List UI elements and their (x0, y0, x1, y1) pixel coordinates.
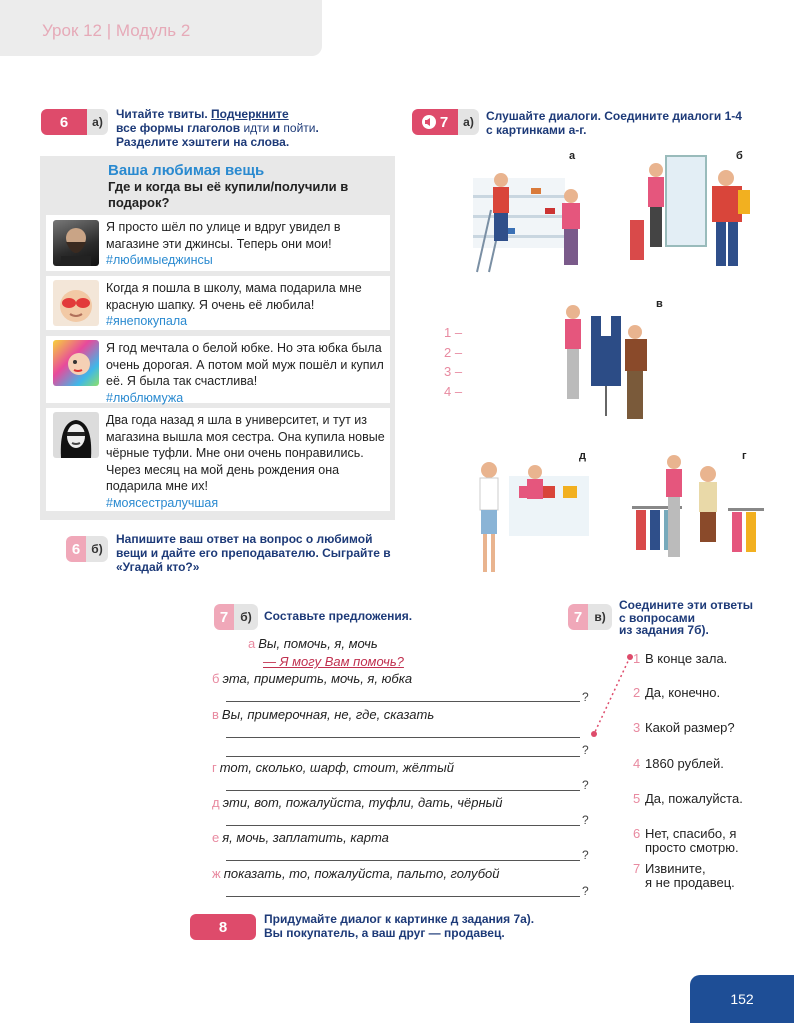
answer-item[interactable]: 3 Какой размер? (633, 720, 735, 735)
dialog-item[interactable]: 1 – (444, 325, 463, 340)
suit-shop-illustration (553, 298, 683, 422)
answer-line[interactable] (226, 860, 580, 861)
page-number: 152 (690, 975, 794, 1023)
dialog-item[interactable]: 3 – (444, 364, 463, 379)
picture-letter-d: д (579, 450, 586, 462)
panel-question: Где и когда вы её купили/получили в подарок? (108, 179, 349, 210)
answer-line[interactable] (226, 790, 580, 791)
answer-item[interactable]: 7 Извините, я не продавец. (633, 861, 735, 890)
task-7b-instructions: Составьте предложения. (264, 609, 413, 623)
picture-letter-g: г (742, 450, 747, 462)
hashtag[interactable]: #моясестралучшая (106, 495, 219, 510)
sentence-row: б эта, примерить, мочь, я, юбка (212, 671, 413, 686)
answer-item[interactable]: 6 Нет, спасибо, я просто смотрю. (633, 826, 739, 855)
tweet-1 (46, 215, 390, 271)
task-6a-badge: 6 а) (41, 109, 108, 135)
woman-icon (53, 412, 99, 458)
question-mark: ? (582, 848, 589, 862)
task-7a-instructions: Слушайте диалоги. Соедините диалоги 1-4 с картинками а-г. (486, 109, 742, 137)
answer-line[interactable] (226, 756, 580, 757)
example-words: а Вы, помочь, я, мочь (248, 636, 378, 651)
task-6b-badge: 6 б) (66, 536, 108, 562)
picture-a (461, 150, 613, 274)
avatar-woman-bw (53, 412, 99, 458)
answer-item[interactable]: 1 В конце зала. (633, 651, 728, 666)
question-mark: ? (582, 690, 589, 704)
answer-line[interactable] (226, 896, 580, 897)
picture-letter-b: б (736, 150, 743, 162)
tweet-text: Я год мечтала о белой юбке. Но эта юбка была очень дорогая. А потом мой муж пошёл и купил её. Я была так счастлива! #люблюмужа (106, 341, 384, 405)
tweet-text: Когда я пошла в школу, мама подарила мне красную шапку. Я очень её любила! #янепокупала (106, 281, 362, 328)
picture-b (626, 150, 756, 274)
person-icon (53, 220, 99, 266)
sentence-row: ж показать, то, пожалуйста, пальто, голубой (212, 866, 500, 881)
hashtag[interactable]: #любимыеджинсы (106, 253, 213, 267)
answer-line[interactable] (226, 737, 580, 738)
task-7v-instructions: Соедините эти ответы с вопросами из задания 7б). (619, 598, 753, 637)
sentence-row: в Вы, примерочная, не, где, сказать (212, 707, 435, 722)
dotted-connector (586, 650, 636, 740)
dialog-item[interactable]: 2 – (444, 344, 463, 360)
shoe-shop-illustration (461, 150, 613, 274)
audio-icon (422, 115, 436, 129)
woman-icon (53, 340, 99, 386)
dialog-list (444, 323, 462, 401)
answer-line[interactable] (226, 825, 580, 826)
hashtag[interactable]: #люблюмужа (106, 390, 184, 405)
question-mark: ? (582, 884, 589, 898)
baby-icon (53, 280, 99, 326)
sentence-row: д эти, вот, пожалуйста, туфли, дать, чёрный (212, 795, 503, 810)
picture-letter-v: в (656, 298, 663, 310)
sentence-row: е я, мочь, заплатить, карта (212, 830, 389, 845)
task-8-badge: 8 (190, 914, 256, 940)
panel-title: Ваша любимая вещь (108, 162, 265, 179)
tweet-text: Я просто шёл по улице и вдруг увидел в магазине эти джинсы. Теперь они мои! #любимыеджинсы (106, 220, 341, 267)
tweet-2 (46, 276, 390, 330)
picture-d (459, 446, 599, 576)
question-mark: ? (582, 743, 589, 757)
answer-item[interactable]: 5 Да, пожалуйста. (633, 791, 743, 806)
task-6b-instructions: Напишите ваш ответ на вопрос о любимой вещи и дайте его преподавателю. Сыграйте в «Угадай кто?» (116, 532, 391, 574)
task-7b-badge: 7 б) (214, 604, 258, 630)
task-7v-badge: 7 в) (568, 604, 612, 630)
tweet-text: Два года назад я шла в университет, и тут из магазина вышла моя сестра. Она купила новые чёрные туфли. Мне они очень понравились. Через месяц на мой день рождения она подарила мне их! #моясестралучшая (106, 413, 385, 510)
hashtag[interactable]: #янепокупала (106, 314, 188, 328)
picture-letter-a: а (569, 150, 576, 162)
task-8-instructions: Придумайте диалог к картинке д задания 7а). Вы покупатель, а ваш друг — продавец. (264, 912, 535, 940)
tweet-4 (46, 408, 390, 511)
avatar-bearded-man (53, 220, 99, 266)
avatar-colorful-woman (53, 340, 99, 386)
answer-item[interactable]: 2 Да, конечно. (633, 685, 721, 700)
fitting-room-illustration (626, 150, 756, 274)
avatar-baby-sunglasses (53, 280, 99, 326)
task-6a-instructions: Читайте твиты. Подчеркните все формы глаголов идти и пойти. Разделите хэштеги на слова. (116, 107, 319, 149)
picture-v (553, 298, 683, 422)
example-answer: — Я могу Вам помочь? (263, 654, 404, 669)
sentence-row: г тот, сколько, шарф, стоит, жёлтый (212, 760, 454, 775)
clothes-rack-illustration (628, 446, 768, 576)
picture-g (628, 446, 768, 576)
answer-line[interactable] (226, 701, 580, 702)
tweet-3 (46, 336, 390, 403)
question-mark: ? (582, 778, 589, 792)
task-7a-badge: 7 а) (412, 109, 479, 135)
dialog-item[interactable]: 4 – (444, 383, 463, 399)
lesson-title: Урок 12 | Модуль 2 (42, 21, 191, 40)
bag-shop-illustration (459, 446, 599, 576)
question-mark: ? (582, 813, 589, 827)
answer-item[interactable]: 4 1860 рублей. (633, 756, 724, 771)
